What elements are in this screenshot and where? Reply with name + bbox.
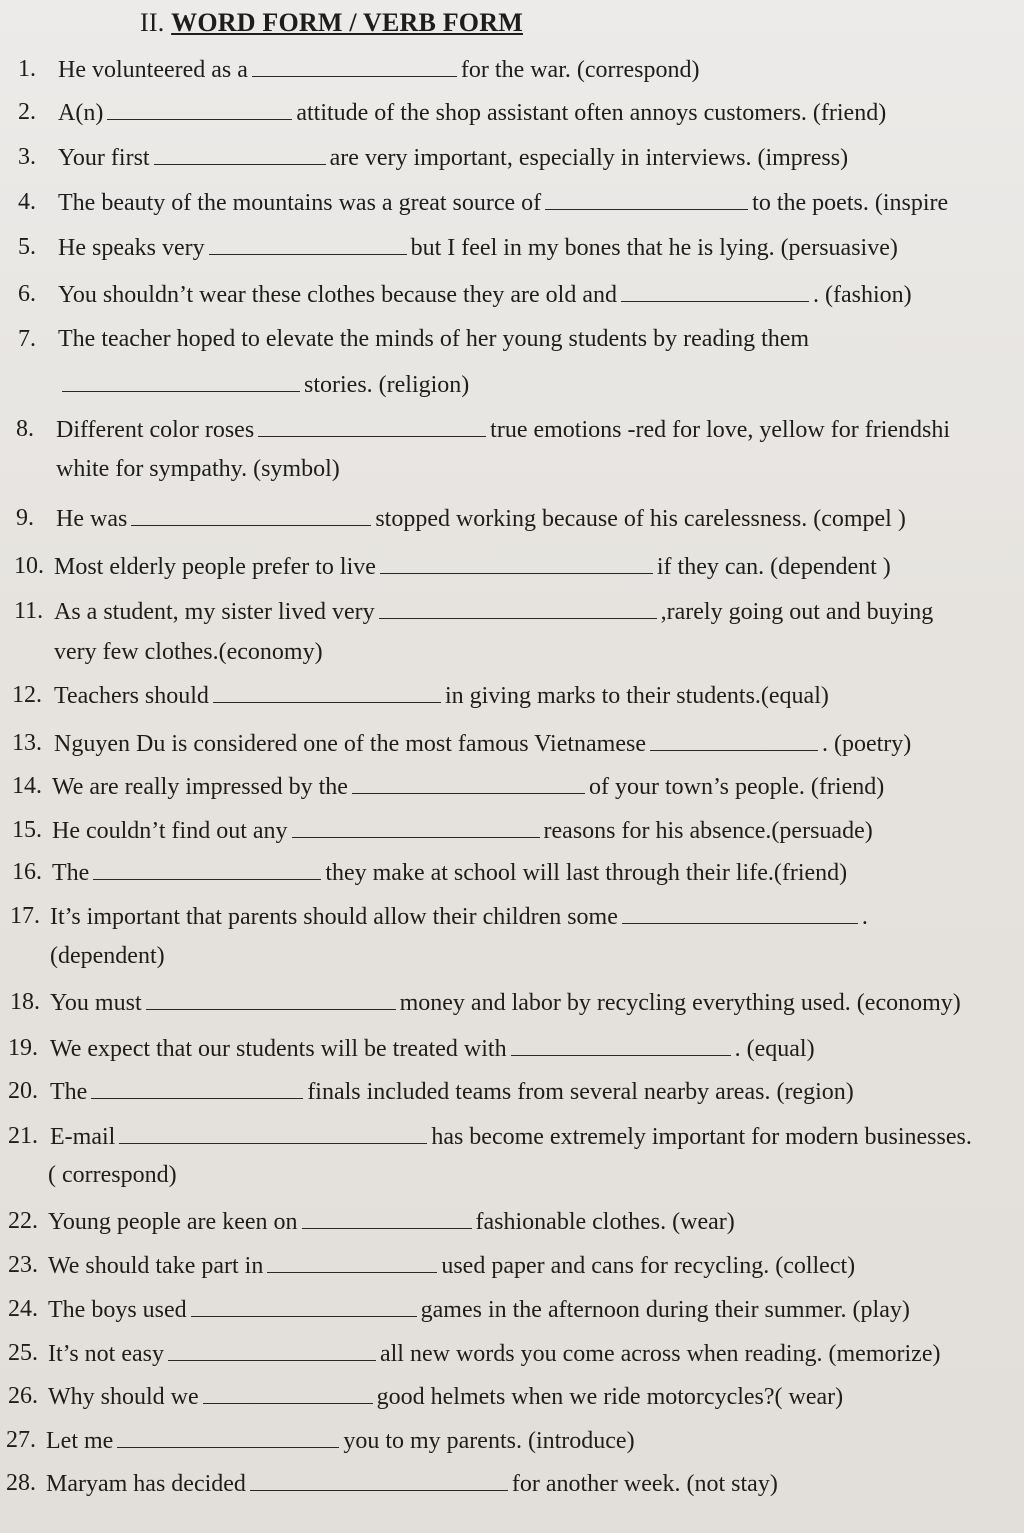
item-text-after: they make at school will last through their life.(friend) — [325, 860, 848, 886]
item-text-after: has become extremely important for modern businesses. — [431, 1124, 972, 1150]
item-text-before: The — [50, 1079, 88, 1105]
item-number: 10. — [14, 553, 44, 579]
section-title — [140, 8, 523, 38]
item-text-after: stopped working because of his carelessness. (compel ) — [375, 506, 906, 532]
item-body — [46, 1425, 635, 1456]
answer-blank[interactable] — [131, 503, 371, 526]
item-body — [50, 941, 165, 971]
answer-blank[interactable] — [119, 1121, 427, 1144]
item-text-after: . (equal) — [734, 1036, 815, 1062]
item-number: 1. — [18, 56, 36, 82]
item-text-before: Let me — [46, 1428, 114, 1454]
item-text-after: ,rarely going out and buying — [660, 599, 934, 625]
item-body — [50, 1121, 972, 1152]
item-text-before: It’s important that parents should allow their children some — [50, 904, 618, 930]
item-body — [58, 142, 848, 173]
item-text-before: E-mail — [50, 1124, 116, 1150]
answer-blank[interactable] — [379, 596, 657, 619]
item-number: 23. — [8, 1252, 38, 1278]
item-body — [48, 1250, 855, 1281]
item-text-after: attitude of the shop assistant often annoys customers. (friend) — [296, 100, 887, 126]
item-text-after: for the war. (correspond) — [460, 57, 700, 83]
answer-blank[interactable] — [93, 857, 321, 880]
answer-blank[interactable] — [117, 1425, 339, 1448]
item-number: 12. — [12, 682, 42, 708]
item-body — [54, 596, 933, 627]
item-text-before: white for sympathy. (symbol) — [56, 456, 340, 482]
answer-blank[interactable] — [107, 97, 292, 120]
item-text-before: Your first — [58, 145, 150, 171]
answer-blank[interactable] — [622, 901, 858, 924]
item-text-before: A(n) — [58, 100, 104, 126]
item-text-after: all new words you come across when reading. (memorize) — [379, 1341, 941, 1367]
item-text-after: reasons for his absence.(persuade) — [543, 818, 873, 844]
item-body — [48, 1381, 843, 1412]
item-text-before: We should take part in — [48, 1253, 264, 1279]
item-text-before: He couldn’t find out any — [52, 818, 288, 844]
item-text-before: The teacher hoped to elevate the minds of her young students by reading them — [58, 326, 810, 352]
item-number: 19. — [8, 1035, 38, 1061]
item-number: 3. — [18, 144, 36, 170]
item-number: 14. — [12, 773, 42, 799]
answer-blank[interactable] — [302, 1206, 472, 1229]
item-text-before: He speaks very — [58, 235, 205, 261]
answer-blank[interactable] — [258, 414, 486, 437]
item-text-after: if they can. (dependent ) — [656, 554, 891, 580]
item-number: 5. — [18, 234, 36, 260]
item-number: 26. — [8, 1383, 38, 1409]
item-text-after: money and labor by recycling everything used. (economy) — [399, 990, 961, 1016]
item-number: 2. — [18, 99, 36, 125]
item-text-after: in giving marks to their students.(equal) — [444, 683, 829, 709]
item-body — [48, 1338, 940, 1369]
item-text-before: As a student, my sister lived very — [54, 599, 375, 625]
item-text-before: He volunteered as a — [58, 57, 248, 83]
item-number: 9. — [16, 505, 34, 531]
item-number: 15. — [12, 817, 42, 843]
item-text-before: Nguyen Du is considered one of the most famous Vietnamese — [54, 731, 646, 757]
item-text-before: Teachers should — [54, 683, 209, 709]
item-body — [54, 551, 891, 582]
answer-blank[interactable] — [621, 279, 809, 302]
item-body — [50, 901, 868, 932]
item-number: 6. — [18, 281, 36, 307]
item-number: 17. — [10, 903, 40, 929]
item-text-after: good helmets when we ride motorcycles?( wear) — [376, 1384, 844, 1410]
item-number: 13. — [12, 730, 42, 756]
item-text-before: You shouldn’t wear these clothes because they are old and — [58, 282, 617, 308]
item-body — [58, 97, 886, 128]
item-text-before: ( correspond) — [48, 1162, 177, 1188]
item-text-after: . (fashion) — [812, 282, 912, 308]
answer-blank[interactable] — [292, 815, 540, 838]
item-text-after: but I feel in my bones that he is lying. (persuasive) — [410, 235, 898, 261]
item-number: 16. — [12, 859, 42, 885]
answer-blank[interactable] — [267, 1250, 437, 1273]
item-text-before: Why should we — [48, 1384, 199, 1410]
item-body — [56, 454, 340, 484]
item-text-before: Most elderly people prefer to live — [54, 554, 376, 580]
item-body — [58, 369, 469, 400]
item-text-after: finals included teams from several nearby areas. (region) — [307, 1079, 854, 1105]
item-number: 24. — [8, 1296, 38, 1322]
item-text-after: games in the afternoon during their summer. (play) — [420, 1297, 910, 1323]
item-body — [56, 503, 906, 534]
item-text-after: you to my parents. (introduce) — [343, 1428, 635, 1454]
answer-blank[interactable] — [154, 142, 326, 165]
item-text-before: Young people are keen on — [48, 1209, 298, 1235]
answer-blank[interactable] — [380, 551, 653, 574]
answer-blank[interactable] — [62, 369, 300, 392]
item-text-before: very few clothes.(economy) — [54, 639, 323, 665]
item-body — [50, 987, 961, 1018]
item-text-after: stories. (religion) — [304, 372, 470, 398]
item-text-before: He was — [56, 506, 128, 532]
item-text-before: We are really impressed by the — [52, 774, 348, 800]
item-number: 4. — [18, 189, 36, 215]
item-body — [56, 414, 950, 445]
item-number: 20. — [8, 1078, 38, 1104]
item-text-before: The boys used — [48, 1297, 187, 1323]
answer-blank[interactable] — [352, 771, 585, 794]
item-text-after: fashionable clothes. (wear) — [475, 1209, 735, 1235]
item-text-after: . (poetry) — [821, 731, 912, 757]
item-body — [48, 1206, 735, 1237]
item-body — [46, 1468, 778, 1499]
answer-blank[interactable] — [168, 1338, 376, 1361]
item-text-before: We expect that our students will be treated with — [50, 1036, 507, 1062]
section-title-roman: II. — [140, 8, 165, 37]
item-number: 21. — [8, 1123, 38, 1149]
item-text-before: The — [52, 860, 90, 886]
item-body — [52, 815, 873, 846]
answer-blank[interactable] — [91, 1076, 303, 1099]
item-body — [48, 1294, 910, 1325]
answer-blank[interactable] — [146, 987, 396, 1010]
item-text-after: used paper and cans for recycling. (collect) — [441, 1253, 856, 1279]
item-body — [52, 857, 847, 888]
answer-blank[interactable] — [191, 1294, 417, 1317]
item-text-after: of your town’s people. (friend) — [588, 774, 885, 800]
item-body — [58, 324, 809, 354]
answer-blank[interactable] — [203, 1381, 373, 1404]
item-number: 25. — [8, 1340, 38, 1366]
item-body — [54, 680, 829, 711]
item-number: 22. — [8, 1208, 38, 1234]
item-body — [58, 54, 700, 85]
item-text-before: (dependent) — [50, 943, 165, 969]
item-text-before: The beauty of the mountains was a great source of — [58, 190, 542, 216]
item-body — [58, 232, 898, 263]
answer-blank[interactable] — [511, 1033, 731, 1056]
item-number: 28. — [6, 1470, 36, 1496]
item-body — [54, 728, 911, 759]
section-title-text: WORD FORM / VERB FORM — [171, 8, 523, 37]
answer-blank[interactable] — [213, 680, 441, 703]
item-body — [48, 1160, 177, 1190]
item-number: 8. — [16, 416, 34, 442]
answer-blank[interactable] — [252, 54, 457, 77]
item-number: 18. — [10, 989, 40, 1015]
item-text-after: for another week. (not stay) — [511, 1471, 778, 1497]
item-body — [58, 279, 912, 310]
item-body — [50, 1033, 815, 1064]
item-text-after: . — [861, 904, 868, 930]
item-number: 11. — [14, 598, 44, 624]
item-text-after: to the poets. (inspire — [752, 190, 949, 216]
item-text-after: are very important, especially in interviews. (impress) — [329, 145, 849, 171]
item-body — [54, 637, 323, 667]
item-text-after: true emotions -red for love, yellow for friendshi — [490, 417, 951, 443]
answer-blank[interactable] — [250, 1468, 508, 1491]
answer-blank[interactable] — [209, 232, 407, 255]
item-text-before: It’s not easy — [48, 1341, 164, 1367]
item-text-before: Different color roses — [56, 417, 255, 443]
item-body — [52, 771, 884, 802]
item-text-before: You must — [50, 990, 142, 1016]
item-number: 27. — [6, 1427, 36, 1453]
item-text-before: Maryam has decided — [46, 1471, 246, 1497]
item-body — [58, 187, 948, 218]
item-body — [50, 1076, 854, 1107]
answer-blank[interactable] — [545, 187, 748, 210]
item-number: 7. — [18, 326, 36, 352]
answer-blank[interactable] — [650, 728, 818, 751]
